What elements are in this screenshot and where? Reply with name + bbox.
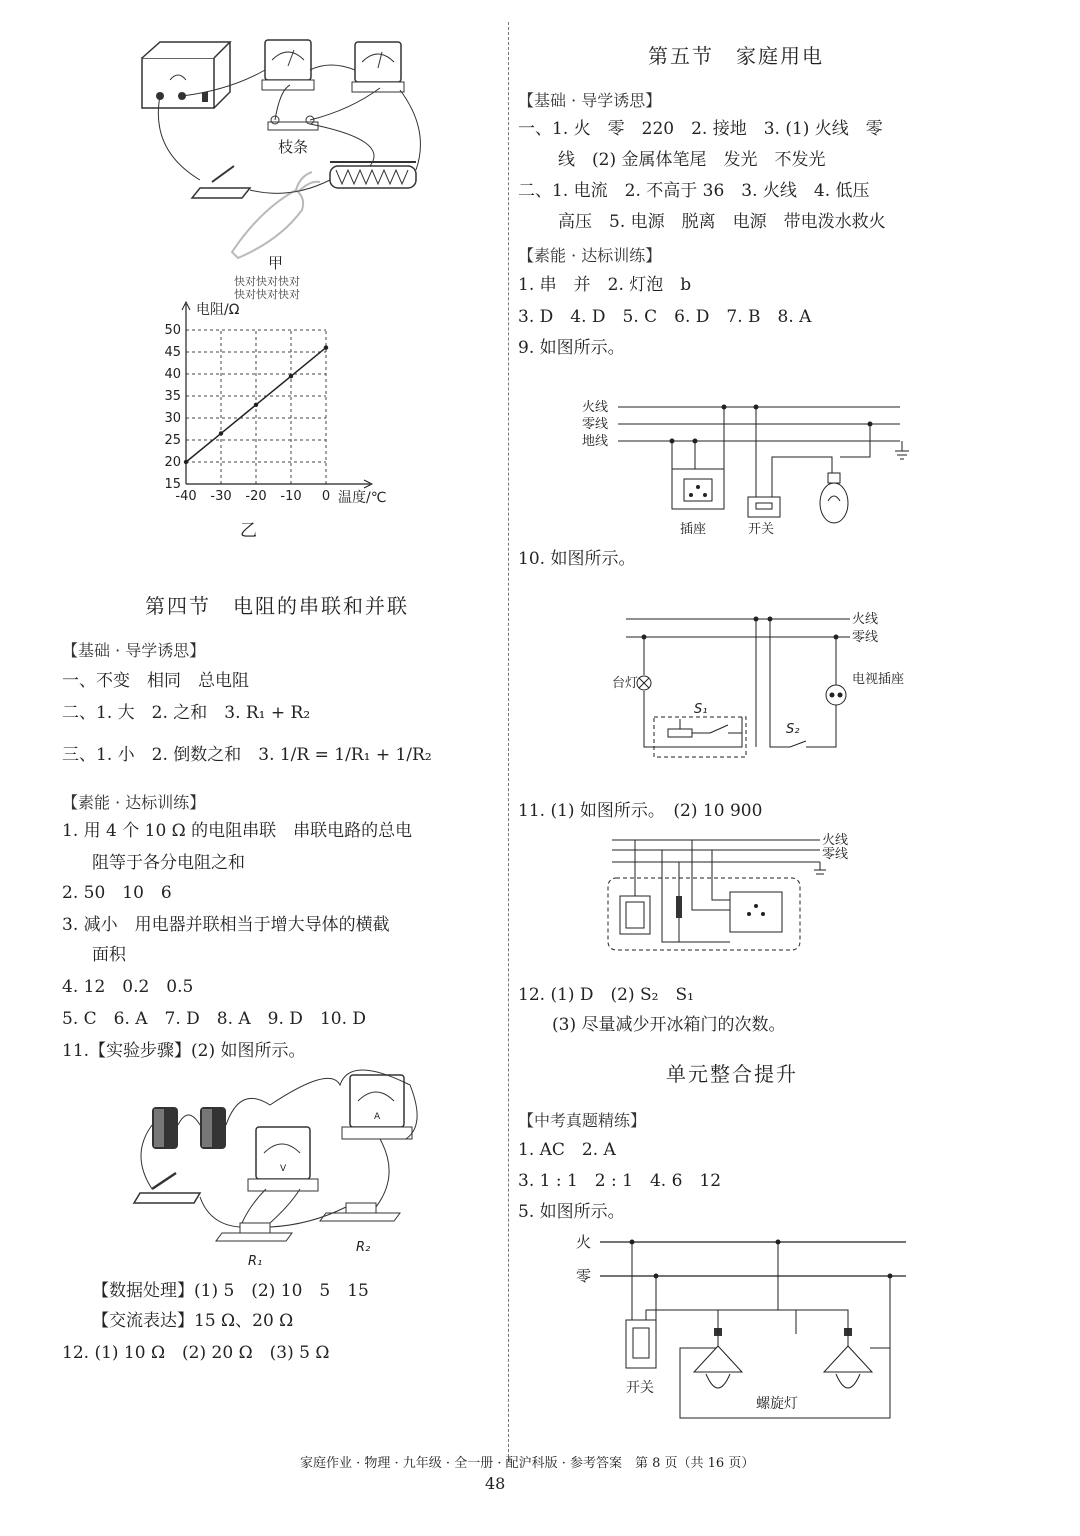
y-tick-label: 15 bbox=[164, 477, 181, 492]
tv-socket-label: 电视插座 bbox=[852, 672, 905, 687]
figure-yi-label: 乙 bbox=[240, 521, 257, 541]
sec4-line2: 二、1. 大 2. 之和 3. R₁ + R₂ bbox=[62, 703, 311, 723]
sec5-q12a: 12. (1) D (2) S₂ S₁ bbox=[518, 985, 694, 1005]
unit-q3: 3. 1 : 1 2 : 1 4. 6 12 bbox=[518, 1171, 722, 1191]
sec5-q11: 11. (1) 如图所示。 (2) 10 900 bbox=[518, 801, 763, 821]
unit-q5: 5. 如图所示。 bbox=[518, 1202, 625, 1222]
switch-icon bbox=[748, 497, 780, 517]
sec4-exchange: 【交流表达】15 Ω、20 Ω bbox=[92, 1311, 294, 1331]
switch-label: 开关 bbox=[626, 1380, 654, 1396]
sec4-q11: 11.【实验步骤】(2) 如图所示。 bbox=[62, 1041, 306, 1061]
sec5-q10: 10. 如图所示。 bbox=[518, 549, 636, 569]
sec5-l1b: 线 (2) 金属体笔尾 发光 不发光 bbox=[558, 150, 826, 170]
fuse-icon bbox=[676, 896, 682, 918]
watermark-line: 快对快对快对 bbox=[234, 288, 300, 301]
socket-icon bbox=[672, 469, 724, 509]
watermark-carrot-icon bbox=[232, 172, 320, 258]
neutral-wire-label: 零 bbox=[576, 1267, 592, 1285]
switch-icon bbox=[134, 1173, 200, 1203]
branch-label: 枝条 bbox=[278, 138, 309, 156]
s1-label: S₁ bbox=[694, 702, 708, 717]
section5-title: 第五节 家庭用电 bbox=[648, 44, 824, 68]
ammeter-icon bbox=[342, 1075, 412, 1139]
live-wire-label: 火线 bbox=[822, 833, 849, 848]
section5-tag-basic: 【基础 · 导学诱思】 bbox=[518, 91, 662, 110]
switch-icon bbox=[626, 1320, 656, 1368]
s2-label: S₂ bbox=[786, 722, 800, 737]
voltmeter-icon bbox=[248, 1127, 318, 1191]
switch-icon bbox=[192, 166, 250, 198]
watermark-text bbox=[234, 275, 300, 301]
y-tick-label: 35 bbox=[164, 389, 181, 404]
data-point bbox=[324, 345, 328, 349]
figure-jia-circuit bbox=[130, 30, 450, 272]
y-tick-label: 20 bbox=[164, 455, 181, 470]
unit-tag: 【中考真题精练】 bbox=[518, 1111, 647, 1130]
figure-q11-wiring bbox=[600, 830, 870, 960]
switch-label: 开关 bbox=[748, 522, 775, 537]
earth-wire-label: 地线 bbox=[582, 434, 609, 449]
resistor-r2-icon bbox=[320, 1203, 400, 1221]
figure-unit-q5-wiring bbox=[570, 1230, 910, 1430]
x-tick-label: -10 bbox=[280, 489, 302, 504]
svg-text:A: A bbox=[374, 1112, 381, 1122]
neutral-wire-label: 零线 bbox=[582, 417, 609, 432]
x-tick-label: -40 bbox=[175, 489, 197, 504]
bulb-icon bbox=[820, 473, 848, 523]
battery-icon bbox=[200, 1107, 226, 1149]
figure-q9-wiring bbox=[580, 395, 910, 540]
footer-info: 家庭作业 · 物理 · 九年级 · 全一册 · 配沪科版 · 参考答案 第 8 页（共 16 页） bbox=[300, 1456, 755, 1471]
resistance-temperature-chart bbox=[150, 300, 410, 520]
live-wire-label: 火线 bbox=[582, 400, 609, 415]
x-axis-label: 温度/℃ bbox=[338, 490, 387, 506]
neutral-wire-label: 零线 bbox=[822, 847, 849, 862]
neutral-wire-label: 零线 bbox=[852, 630, 879, 645]
r1-label: R₁ bbox=[248, 1254, 263, 1269]
ground-icon bbox=[895, 441, 909, 459]
spiral-lamp-label: 螺旋灯 bbox=[756, 1396, 798, 1412]
watermark-line: 快对快对快对 bbox=[234, 275, 300, 288]
spiral-lamp-icon bbox=[824, 1328, 872, 1388]
section4-tag-practice: 【素能 · 达标训练】 bbox=[62, 793, 206, 812]
sec4-line3: 三、1. 小 2. 倒数之和 3. 1/R = 1/R₁ + 1/R₂ bbox=[62, 745, 432, 765]
x-tick-label: 0 bbox=[321, 489, 331, 504]
section4-tag-basic: 【基础 · 导学诱思】 bbox=[62, 641, 206, 660]
sec5-q1: 1. 串 并 2. 灯泡 b bbox=[518, 275, 692, 295]
lamp-icon bbox=[637, 676, 651, 690]
sec4-q5: 5. C 6. A 7. D 8. A 9. D 10. D bbox=[62, 1009, 367, 1029]
sec5-l2b: 高压 5. 电源 脱离 电源 带电泼水救火 bbox=[558, 212, 886, 232]
data-point bbox=[289, 374, 293, 378]
section4-title: 第四节 电阻的串联和并联 bbox=[145, 594, 409, 618]
spiral-lamp-icon bbox=[694, 1328, 742, 1388]
unit-title: 单元整合提升 bbox=[666, 1062, 798, 1086]
page-number: 48 bbox=[485, 1474, 506, 1493]
meter-icon bbox=[352, 42, 404, 92]
rheostat-icon bbox=[330, 162, 416, 188]
ground-icon bbox=[814, 862, 826, 874]
sec4-q12: 12. (1) 10 Ω (2) 20 Ω (3) 5 Ω bbox=[62, 1343, 330, 1363]
figure-jia-label: 甲 bbox=[268, 254, 284, 272]
sec5-l2a: 二、1. 电流 2. 不高于 36 3. 火线 4. 低压 bbox=[518, 181, 870, 201]
data-point bbox=[219, 431, 223, 435]
section5-tag-practice: 【素能 · 达标训练】 bbox=[518, 246, 662, 265]
dimmer-icon bbox=[668, 729, 692, 737]
sec5-q9: 9. 如图所示。 bbox=[518, 338, 625, 358]
data-point bbox=[254, 403, 258, 407]
live-wire-label: 火线 bbox=[852, 612, 879, 627]
y-axis-label: 电阻/Ω bbox=[196, 302, 240, 318]
y-tick-label: 50 bbox=[164, 323, 181, 338]
r2-label: R₂ bbox=[356, 1240, 371, 1255]
sec5-q12b: (3) 尽量减少开冰箱门的次数。 bbox=[552, 1015, 786, 1035]
sec4-q4: 4. 12 0.2 0.5 bbox=[62, 977, 194, 997]
tv-socket-icon bbox=[826, 685, 846, 705]
x-tick-label: -20 bbox=[245, 489, 267, 504]
sec4-q1b: 阻等于各分电阻之和 bbox=[92, 853, 245, 873]
power-supply-icon bbox=[142, 42, 230, 108]
socket-label: 插座 bbox=[680, 522, 707, 537]
x-tick-label: -30 bbox=[210, 489, 232, 504]
figure-q10-wiring bbox=[610, 605, 905, 765]
y-tick-label: 25 bbox=[164, 433, 181, 448]
data-point bbox=[184, 460, 188, 464]
meter-icon bbox=[262, 40, 314, 90]
sec4-q2: 2. 50 10 6 bbox=[62, 883, 172, 903]
sec4-q3a: 3. 减小 用电器并联相当于增大导体的横截 bbox=[62, 915, 390, 935]
battery-icon bbox=[152, 1107, 178, 1149]
figure-q11-circuit bbox=[130, 1065, 430, 1275]
sec5-l1a: 一、1. 火 零 220 2. 接地 3. (1) 火线 零 bbox=[518, 119, 883, 139]
sec4-q1a: 1. 用 4 个 10 Ω 的电阻串联 串联电路的总电 bbox=[62, 821, 413, 841]
column-divider bbox=[508, 22, 509, 1462]
sec4-data: 【数据处理】(1) 5 (2) 10 5 15 bbox=[92, 1281, 369, 1301]
sec5-q3: 3. D 4. D 5. C 6. D 7. B 8. A bbox=[518, 307, 812, 327]
sec4-q3b: 面积 bbox=[92, 945, 126, 965]
unit-q1: 1. AC 2. A bbox=[518, 1140, 616, 1160]
sec4-line1: 一、不变 相同 总电阻 bbox=[62, 671, 249, 691]
y-tick-label: 40 bbox=[164, 367, 181, 382]
live-wire-label: 火 bbox=[576, 1233, 592, 1251]
svg-text:V: V bbox=[280, 1164, 287, 1174]
desk-lamp-label: 台灯 bbox=[612, 676, 639, 691]
y-tick-label: 30 bbox=[164, 411, 181, 426]
socket-icon bbox=[730, 892, 782, 932]
y-tick-label: 45 bbox=[164, 345, 181, 360]
